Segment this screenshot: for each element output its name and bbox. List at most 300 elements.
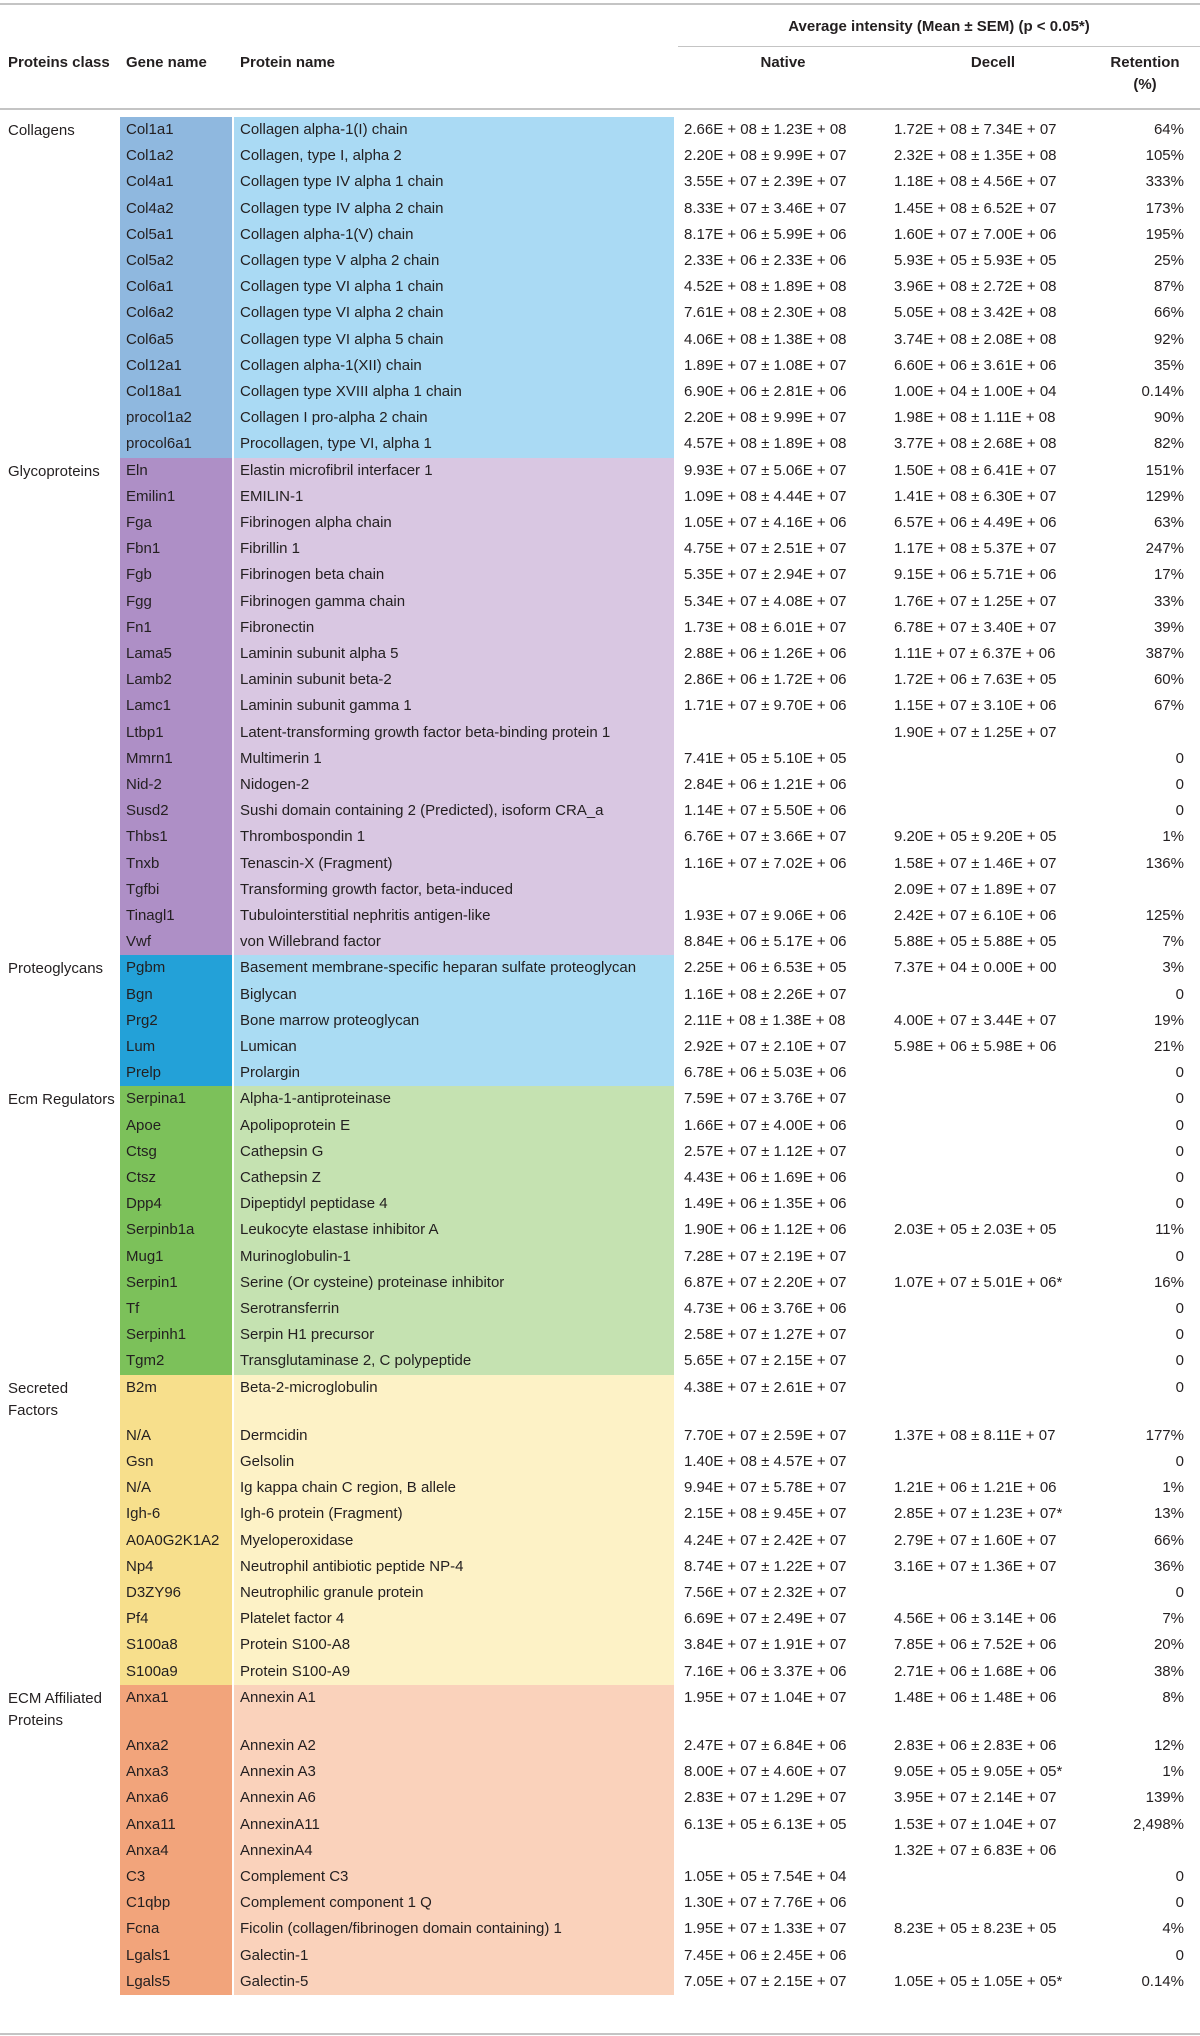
- protein-name-cell: Igh-6 protein (Fragment): [234, 1501, 674, 1527]
- table-row: [0, 824, 1200, 850]
- protein-name-cell: Apolipoprotein E: [234, 1113, 674, 1139]
- protein-name-cell: Collagen type V alpha 2 chain: [234, 248, 674, 274]
- retention-value-cell: 387%: [1145, 645, 1184, 662]
- gene-name-cell: D3ZY96: [120, 1580, 232, 1606]
- table-row: [0, 510, 1200, 536]
- decell-value-cell: 1.07E + 07 ± 5.01E + 06*: [894, 1273, 1063, 1291]
- gene-name-cell: Np4: [120, 1554, 232, 1580]
- decell-value-cell: 9.15E + 06 ± 5.71E + 06: [894, 566, 1057, 584]
- table-row: [0, 1890, 1200, 1916]
- decell-value-cell: 9.20E + 05 ± 9.20E + 05: [894, 828, 1057, 846]
- gene-name-cell: Prelp: [120, 1060, 232, 1086]
- gene-name-cell: Fcna: [120, 1916, 232, 1942]
- decell-value-cell: 5.98E + 06 ± 5.98E + 06: [894, 1038, 1057, 1055]
- native-value-cell: 6.78E + 06 ± 5.03E + 06: [684, 1064, 847, 1082]
- protein-name-cell: Annexin A6: [234, 1785, 674, 1811]
- retention-value-cell: 21%: [1153, 1038, 1184, 1055]
- native-value-cell: 1.40E + 08 ± 4.57E + 07: [684, 1453, 847, 1470]
- table-row: [0, 274, 1200, 300]
- protein-name-cell: Neutrophil antibiotic peptide NP-4: [234, 1554, 674, 1580]
- decell-value-cell: 6.60E + 06 ± 3.61E + 06: [894, 356, 1057, 374]
- gene-name-cell: procol1a2: [120, 405, 232, 431]
- gene-name-cell: Lamb2: [120, 667, 232, 693]
- native-value-cell: [678, 720, 888, 746]
- retention-value-cell: 25%: [1153, 252, 1184, 269]
- retention-value-cell: 0: [1175, 1894, 1184, 1912]
- retention-value-cell: 0: [1175, 1300, 1184, 1317]
- decell-header: Decell: [970, 54, 1016, 71]
- protein-name-cell: Dermcidin: [234, 1423, 674, 1449]
- decell-value-cell: [888, 982, 1098, 1008]
- table-row: [0, 877, 1200, 903]
- native-value-cell: 4.52E + 08 ± 1.89E + 08: [684, 278, 847, 296]
- retention-value-cell: 173%: [1145, 199, 1184, 217]
- gene-name-cell: Col4a1: [120, 169, 232, 195]
- native-value-cell: 4.43E + 06 ± 1.69E + 06: [684, 1169, 847, 1186]
- protein-name-cell: Elastin microfibril interfacer 1: [234, 458, 674, 484]
- protein-name-cell: Serotransferrin: [234, 1296, 674, 1322]
- decell-value-cell: 1.11E + 07 ± 6.37E + 06: [894, 645, 1056, 662]
- protein-name-cell: Neutrophilic granule protein: [234, 1580, 674, 1606]
- protein-class-label: Glycoproteins: [8, 462, 100, 480]
- retention-value-cell: [1098, 720, 1192, 746]
- table-row: [0, 1217, 1200, 1243]
- gene-name-cell: Tf: [120, 1296, 232, 1322]
- table-row: [0, 615, 1200, 641]
- table-row: [0, 982, 1200, 1008]
- table-row: [0, 1139, 1200, 1165]
- table-row: [0, 746, 1200, 772]
- protein-name-cell: Galectin-5: [234, 1969, 674, 1995]
- gene-name-cell: Fgb: [120, 562, 232, 588]
- gene-name-cell: procol6a1: [120, 431, 232, 457]
- protein-name-cell: Beta-2-microglobulin: [234, 1375, 674, 1423]
- retention-value-cell: 0: [1175, 802, 1184, 820]
- gene-name-cell: Fga: [120, 510, 232, 536]
- table-row: [0, 1322, 1200, 1348]
- decell-value-cell: 2.85E + 07 ± 1.23E + 07*: [894, 1505, 1063, 1523]
- decell-value-cell: 2.79E + 07 ± 1.60E + 07: [894, 1531, 1057, 1549]
- retention-value-cell: 2,498%: [1133, 1815, 1184, 1833]
- table-row: [0, 1501, 1200, 1527]
- gene-name-cell: Gsn: [120, 1449, 232, 1475]
- decell-value-cell: 3.96E + 08 ± 2.72E + 08: [894, 278, 1057, 296]
- protein-name-cell: Collagen type VI alpha 2 chain: [234, 300, 674, 326]
- gene-name-cell: Col1a1: [120, 117, 232, 143]
- gene-name-cell: Anxa4: [120, 1838, 232, 1864]
- retention-value-cell: 64%: [1153, 121, 1184, 138]
- protein-name-cell: Galectin-1: [234, 1943, 674, 1969]
- gene-name-cell: C3: [120, 1864, 232, 1890]
- native-value-cell: 1.90E + 06 ± 1.12E + 06: [684, 1221, 847, 1239]
- protein-name-cell: Dipeptidyl peptidase 4: [234, 1191, 674, 1217]
- decell-value-cell: 2.71E + 06 ± 1.68E + 06: [894, 1662, 1057, 1680]
- table-row: [0, 1449, 1200, 1475]
- native-value-cell: 2.86E + 06 ± 1.72E + 06: [684, 671, 847, 689]
- table-row: [0, 248, 1200, 274]
- table-row: [0, 1165, 1200, 1191]
- protein-class-label: ECM Affiliated Proteins: [8, 1689, 102, 1729]
- protein-name-cell: Collagen type VI alpha 1 chain: [234, 274, 674, 300]
- gene-name-cell: C1qbp: [120, 1890, 232, 1916]
- gene-name-cell: Serpinh1: [120, 1322, 232, 1348]
- decell-value-cell: 1.18E + 08 ± 4.56E + 07: [894, 173, 1057, 191]
- decell-value-cell: [888, 1191, 1098, 1217]
- gene-name-cell: Emilin1: [120, 484, 232, 510]
- protein-name-cell: Collagen I pro-alpha 2 chain: [234, 405, 674, 431]
- retention-value-cell: 333%: [1145, 173, 1184, 191]
- retention-value-cell: 11%: [1155, 1221, 1184, 1239]
- decell-value-cell: 1.21E + 06 ± 1.21E + 06: [894, 1479, 1057, 1497]
- table-row: [0, 1348, 1200, 1374]
- retention-value-cell: 39%: [1153, 618, 1184, 636]
- retention-value-cell: [1098, 877, 1192, 903]
- decell-value-cell: 1.50E + 08 ± 6.41E + 07: [894, 461, 1057, 479]
- native-value-cell: 2.15E + 08 ± 9.45E + 07: [684, 1505, 847, 1523]
- retention-value-cell: 1%: [1162, 828, 1184, 846]
- native-value-cell: 1.89E + 07 ± 1.08E + 07: [684, 356, 847, 374]
- gene-name-cell: Lum: [120, 1034, 232, 1060]
- retention-value-cell: 66%: [1153, 304, 1184, 322]
- protein-name-cell: Fibrillin 1: [234, 536, 674, 562]
- gene-name-cell: Fgg: [120, 589, 232, 615]
- native-value-cell: 1.95E + 07 ± 1.33E + 07: [684, 1920, 847, 1938]
- protein-name-cell: Collagen type XVIII alpha 1 chain: [234, 379, 674, 405]
- decell-value-cell: [888, 1943, 1098, 1969]
- retention-value-cell: 0.14%: [1141, 1972, 1184, 1990]
- native-value-cell: 2.57E + 07 ± 1.12E + 07: [684, 1142, 847, 1160]
- table-row: [0, 1554, 1200, 1580]
- retention-value-cell: 1%: [1162, 1479, 1184, 1497]
- retention-value-cell: 0: [1175, 1116, 1184, 1134]
- protein-name-cell: Myeloperoxidase: [234, 1528, 674, 1554]
- table-row: [0, 1864, 1200, 1890]
- retention-value-cell: 4%: [1162, 1920, 1184, 1938]
- decell-value-cell: 7.37E + 04 ± 0.00E + 00: [894, 959, 1057, 977]
- protein-name-cell: Transforming growth factor, beta-induced: [234, 877, 674, 903]
- native-value-cell: 4.24E + 07 ± 2.42E + 07: [684, 1531, 847, 1549]
- protein-name-cell: Biglycan: [234, 982, 674, 1008]
- native-value-cell: 4.57E + 08 ± 1.89E + 08: [684, 435, 847, 453]
- table-row: [0, 1685, 1200, 1733]
- gene-name-cell: Serpinb1a: [120, 1217, 232, 1243]
- retention-value-cell: 36%: [1153, 1557, 1184, 1575]
- native-value-cell: 7.45E + 06 ± 2.45E + 06: [684, 1946, 847, 1964]
- protein-name-cell: Collagen type IV alpha 1 chain: [234, 169, 674, 195]
- retention-value-cell: 0: [1175, 1946, 1184, 1964]
- retention-value-cell: 129%: [1145, 487, 1184, 505]
- decell-value-cell: 8.23E + 05 ± 8.23E + 05: [894, 1920, 1057, 1938]
- retention-value-cell: 0: [1175, 1868, 1184, 1885]
- table-row: [0, 1785, 1200, 1811]
- decell-value-cell: 9.05E + 05 ± 9.05E + 05*: [894, 1763, 1063, 1781]
- decell-value-cell: [888, 1322, 1098, 1348]
- gene-name-cell: S100a9: [120, 1659, 232, 1685]
- retention-value-cell: 0: [1175, 1378, 1184, 1396]
- table-row: [0, 1191, 1200, 1217]
- protein-name-cell: Laminin subunit gamma 1: [234, 693, 674, 719]
- protein-name-cell: Multimerin 1: [234, 746, 674, 772]
- gene-name-cell: Pgbm: [120, 955, 232, 981]
- native-value-cell: 7.16E + 06 ± 3.37E + 06: [684, 1662, 847, 1680]
- decell-value-cell: 1.41E + 08 ± 6.30E + 07: [894, 487, 1057, 505]
- gene-name-cell: Col18a1: [120, 379, 232, 405]
- table-row: [0, 536, 1200, 562]
- native-value-cell: 5.34E + 07 ± 4.08E + 07: [684, 592, 847, 610]
- native-value-cell: [678, 1838, 888, 1864]
- protein-name-cell: Tenascin-X (Fragment): [234, 851, 674, 877]
- decell-value-cell: 1.53E + 07 ± 1.04E + 07: [894, 1815, 1057, 1833]
- table-row: [0, 1008, 1200, 1034]
- gene-name-cell: Pf4: [120, 1606, 232, 1632]
- protein-name-cell: Serpin H1 precursor: [234, 1322, 674, 1348]
- protein-name-cell: Alpha-1-antiproteinase: [234, 1086, 674, 1112]
- protein-name-cell: Cathepsin Z: [234, 1165, 674, 1191]
- table-row: [0, 222, 1200, 248]
- retention-value-cell: 0: [1175, 1169, 1184, 1186]
- native-value-cell: 3.55E + 07 ± 2.39E + 07: [684, 173, 847, 191]
- native-value-cell: 6.69E + 07 ± 2.49E + 07: [684, 1610, 847, 1628]
- retention-value-cell: 60%: [1153, 671, 1184, 689]
- decell-value-cell: 1.60E + 07 ± 7.00E + 06: [894, 225, 1057, 243]
- protein-name-cell: Procollagen, type VI, alpha 1: [234, 431, 674, 457]
- table-row: [0, 353, 1200, 379]
- retention-value-cell: 139%: [1145, 1789, 1184, 1807]
- table-row: [0, 458, 1200, 484]
- retention-value-cell: 20%: [1153, 1636, 1184, 1654]
- gene-name-cell: Fn1: [120, 615, 232, 641]
- protein-name-cell: Protein S100-A8: [234, 1632, 674, 1658]
- retention-value-cell: 3%: [1162, 959, 1184, 977]
- decell-value-cell: 2.32E + 08 ± 1.35E + 08: [894, 147, 1057, 165]
- decell-value-cell: 7.85E + 06 ± 7.52E + 06: [894, 1636, 1057, 1654]
- retention-value-cell: 67%: [1153, 697, 1184, 715]
- gene-name-cell: Tgm2: [120, 1348, 232, 1374]
- retention-value-cell: 35%: [1153, 356, 1184, 374]
- gene-name-cell: Ctsz: [120, 1165, 232, 1191]
- protein-name-cell: Collagen type IV alpha 2 chain: [234, 196, 674, 222]
- average-intensity-header: Average intensity (Mean ± SEM) (p < 0.05*): [788, 18, 1090, 35]
- protein-name-cell: AnnexinA11: [234, 1812, 674, 1838]
- protein-name-cell: Laminin subunit alpha 5: [234, 641, 674, 667]
- table-row: [0, 1632, 1200, 1658]
- gene-name-cell: Anxa3: [120, 1759, 232, 1785]
- protein-name-cell: Collagen type VI alpha 5 chain: [234, 327, 674, 353]
- retention-value-cell: 136%: [1145, 854, 1184, 872]
- decell-value-cell: 5.93E + 05 ± 5.93E + 05: [894, 252, 1057, 269]
- retention-value-cell: 0: [1175, 985, 1184, 1003]
- protein-class-label: Secreted Factors: [8, 1379, 69, 1419]
- retention-value-cell: 125%: [1145, 907, 1184, 924]
- retention-value-cell: 19%: [1153, 1011, 1184, 1029]
- gene-name-cell: Col5a2: [120, 248, 232, 274]
- decell-value-cell: 1.90E + 07 ± 1.25E + 07: [894, 723, 1057, 741]
- gene-name-cell: Col6a1: [120, 274, 232, 300]
- decell-value-cell: 1.76E + 07 ± 1.25E + 07: [894, 592, 1057, 610]
- decell-value-cell: 1.48E + 06 ± 1.48E + 06: [894, 1688, 1057, 1706]
- gene-name-cell: Anxa1: [120, 1685, 232, 1733]
- protein-name-cell: EMILIN-1: [234, 484, 674, 510]
- native-value-cell: 1.95E + 07 ± 1.04E + 07: [684, 1688, 847, 1706]
- protein-name-cell: Murinoglobulin-1: [234, 1244, 674, 1270]
- gene-name-cell: Bgn: [120, 982, 232, 1008]
- retention-value-cell: 13%: [1153, 1505, 1184, 1523]
- table-row: [0, 720, 1200, 746]
- native-value-cell: 4.38E + 07 ± 2.61E + 07: [684, 1378, 847, 1396]
- table-top-rule: [0, 3, 1200, 5]
- protein-name-cell: Serine (Or cysteine) proteinase inhibitor: [234, 1270, 674, 1296]
- table-row: [0, 562, 1200, 588]
- table-row: [0, 1943, 1200, 1969]
- decell-value-cell: [888, 746, 1098, 772]
- decell-value-cell: 3.16E + 07 ± 1.36E + 07: [894, 1557, 1057, 1575]
- table-row: [0, 379, 1200, 405]
- native-value-cell: 4.75E + 07 ± 2.51E + 07: [684, 540, 847, 558]
- table-row: [0, 405, 1200, 431]
- gene-name-cell: Anxa6: [120, 1785, 232, 1811]
- native-value-cell: 6.76E + 07 ± 3.66E + 07: [684, 828, 847, 846]
- protein-name-cell: Collagen alpha-1(XII) chain: [234, 353, 674, 379]
- decell-value-cell: 1.45E + 08 ± 6.52E + 07: [894, 199, 1057, 217]
- table-row: [0, 300, 1200, 326]
- table-row: [0, 327, 1200, 353]
- retention-value-cell: 0: [1175, 749, 1184, 767]
- protein-name-cell: Fibrinogen beta chain: [234, 562, 674, 588]
- average-intensity-rule: [678, 46, 1200, 47]
- retention-value-cell: 0: [1175, 1326, 1184, 1344]
- protein-name-cell: Basement membrane-specific heparan sulfate proteoglycan: [234, 955, 674, 981]
- decell-value-cell: [888, 798, 1098, 824]
- decell-value-cell: 2.09E + 07 ± 1.89E + 07: [894, 880, 1057, 898]
- gene-name-cell: S100a8: [120, 1632, 232, 1658]
- gene-name-cell: Tinagl1: [120, 903, 232, 929]
- native-value-cell: 1.16E + 07 ± 7.02E + 06: [684, 854, 847, 872]
- retention-value-cell: 38%: [1153, 1662, 1184, 1680]
- table-row: [0, 1812, 1200, 1838]
- gene-name-cell: N/A: [120, 1475, 232, 1501]
- native-value-cell: 7.59E + 07 ± 3.76E + 07: [684, 1090, 847, 1108]
- protein-name-cell: Fibrinogen alpha chain: [234, 510, 674, 536]
- retention-header: Retention (%): [1110, 54, 1180, 93]
- gene-name-cell: Ctsg: [120, 1139, 232, 1165]
- retention-value-cell: 195%: [1145, 225, 1184, 243]
- gene-name-cell: Igh-6: [120, 1501, 232, 1527]
- native-value-cell: 3.84E + 07 ± 1.91E + 07: [684, 1636, 847, 1654]
- native-value-cell: 6.13E + 05 ± 6.13E + 05: [684, 1815, 847, 1833]
- gene-name-cell: Col6a2: [120, 300, 232, 326]
- header-bottom-rule: [0, 108, 1200, 110]
- gene-name-cell: Anxa11: [120, 1812, 232, 1838]
- retention-value-cell: 0: [1175, 1247, 1184, 1265]
- gene-name-cell: Serpina1: [120, 1086, 232, 1112]
- native-header: Native: [760, 54, 806, 71]
- native-value-cell: 7.28E + 07 ± 2.19E + 07: [684, 1247, 847, 1265]
- gene-name-cell: Col12a1: [120, 353, 232, 379]
- decell-value-cell: 6.57E + 06 ± 4.49E + 06: [894, 514, 1057, 531]
- retention-value-cell: 0: [1175, 1453, 1184, 1470]
- native-value-cell: 1.14E + 07 ± 5.50E + 06: [684, 802, 847, 820]
- decell-value-cell: 1.72E + 06 ± 7.63E + 05: [894, 671, 1057, 689]
- decell-value-cell: [888, 1165, 1098, 1191]
- gene-name-cell: Col6a5: [120, 327, 232, 353]
- protein-name-cell: Fibronectin: [234, 615, 674, 641]
- retention-value-cell: 0: [1175, 1064, 1184, 1082]
- native-value-cell: 7.05E + 07 ± 2.15E + 07: [684, 1972, 847, 1990]
- gene-name-cell: N/A: [120, 1423, 232, 1449]
- gene-name-cell: A0A0G2K1A2: [120, 1528, 232, 1554]
- retention-value-cell: 82%: [1153, 435, 1184, 453]
- table-row: [0, 1113, 1200, 1139]
- protein-class-label: Proteoglycans: [8, 960, 104, 978]
- native-value-cell: 1.05E + 05 ± 7.54E + 04: [684, 1868, 847, 1885]
- native-value-cell: 7.56E + 07 ± 2.32E + 07: [684, 1584, 847, 1601]
- protein-name-cell: Complement C3: [234, 1864, 674, 1890]
- retention-value-cell: 0: [1175, 776, 1184, 793]
- retention-value-cell: 17%: [1153, 566, 1184, 584]
- retention-value-cell: 7%: [1162, 933, 1184, 951]
- decell-value-cell: [888, 1348, 1098, 1374]
- table-bottom-rule: [0, 2033, 1200, 2035]
- table-row: [0, 772, 1200, 798]
- decell-value-cell: 2.42E + 07 ± 6.10E + 06: [894, 907, 1057, 924]
- native-value-cell: 2.83E + 07 ± 1.29E + 07: [684, 1789, 847, 1807]
- decell-value-cell: 2.03E + 05 ± 2.03E + 05: [894, 1221, 1057, 1239]
- protein-name-cell: Lumican: [234, 1034, 674, 1060]
- table-row: [0, 1296, 1200, 1322]
- gene-name-cell: Susd2: [120, 798, 232, 824]
- decell-value-cell: [888, 1580, 1098, 1606]
- native-value-cell: 2.20E + 08 ± 9.99E + 07: [684, 147, 847, 165]
- native-value-cell: 1.49E + 06 ± 1.35E + 06: [684, 1195, 847, 1213]
- native-value-cell: 8.33E + 07 ± 3.46E + 07: [684, 199, 847, 217]
- protein-name-cell: Latent-transforming growth factor beta-binding protein 1: [234, 720, 674, 746]
- table-row: [0, 667, 1200, 693]
- native-value-cell: 1.05E + 07 ± 4.16E + 06: [684, 514, 847, 531]
- protein-name-cell: Collagen alpha-1(V) chain: [234, 222, 674, 248]
- table-row: [0, 1060, 1200, 1086]
- native-value-cell: 4.06E + 08 ± 1.38E + 08: [684, 330, 847, 348]
- protein-name-cell: Collagen, type I, alpha 2: [234, 143, 674, 169]
- protein-name-cell: Bone marrow proteoglycan: [234, 1008, 674, 1034]
- native-value-cell: 8.84E + 06 ± 5.17E + 06: [684, 933, 847, 951]
- table-row: [0, 641, 1200, 667]
- retention-value-cell: 63%: [1153, 514, 1184, 531]
- gene-name-cell: Anxa2: [120, 1733, 232, 1759]
- protein-name-cell: Protein S100-A9: [234, 1659, 674, 1685]
- retention-value-cell: 177%: [1145, 1426, 1184, 1444]
- decell-value-cell: 4.56E + 06 ± 3.14E + 06: [894, 1610, 1057, 1628]
- table-row: [0, 1528, 1200, 1554]
- table-row: [0, 1423, 1200, 1449]
- retention-value-cell: 92%: [1153, 330, 1184, 348]
- table-row: [0, 693, 1200, 719]
- decell-value-cell: 1.98E + 08 ± 1.11E + 08: [894, 409, 1056, 427]
- decell-value-cell: 3.95E + 07 ± 2.14E + 07: [894, 1789, 1057, 1807]
- gene-name-cell: Nid-2: [120, 772, 232, 798]
- protein-name-cell: Annexin A3: [234, 1759, 674, 1785]
- native-value-cell: 1.93E + 07 ± 9.06E + 06: [684, 907, 847, 924]
- native-value-cell: 5.35E + 07 ± 2.94E + 07: [684, 566, 847, 584]
- protein-name-cell: Prolargin: [234, 1060, 674, 1086]
- decell-value-cell: [888, 1060, 1098, 1086]
- decell-value-cell: 4.00E + 07 ± 3.44E + 07: [894, 1011, 1057, 1029]
- native-value-cell: 1.71E + 07 ± 9.70E + 06: [684, 697, 847, 715]
- native-value-cell: [678, 877, 888, 903]
- native-value-cell: 2.84E + 06 ± 1.21E + 06: [684, 776, 847, 793]
- gene-name-cell: Mug1: [120, 1244, 232, 1270]
- table-row: [0, 169, 1200, 195]
- table-row: [0, 589, 1200, 615]
